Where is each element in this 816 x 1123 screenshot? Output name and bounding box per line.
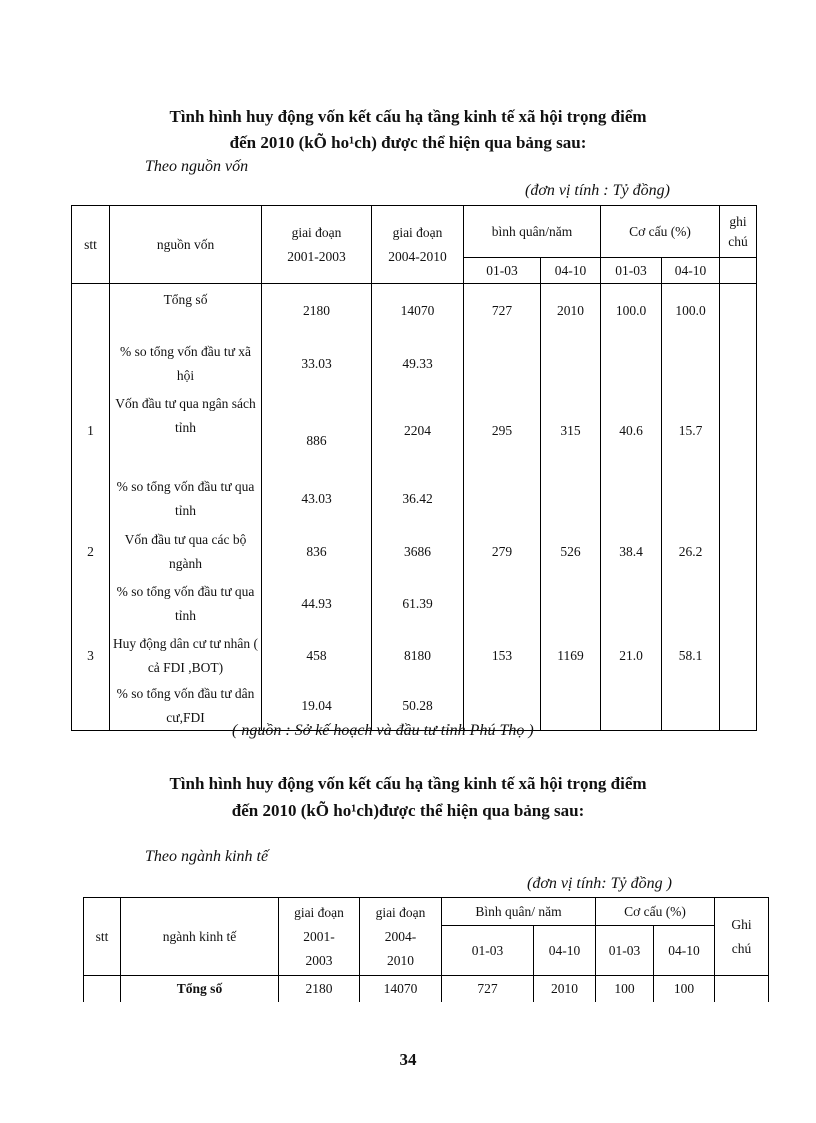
row-p1: 2180 — [262, 284, 372, 338]
row-avg2 — [541, 472, 601, 526]
row-note — [720, 390, 757, 472]
row-stt — [72, 284, 110, 338]
row-avg1: 295 — [464, 390, 541, 472]
table-row — [72, 338, 757, 390]
row-p2: 14070 — [360, 976, 442, 1002]
section1-title-line2: đến 2010 (kÕ ho¹ch) được thể hiện qua bảng sau: — [229, 133, 587, 152]
row-avg2 — [541, 578, 601, 630]
row-name: Vốn đầu tư qua các bộ ngành — [110, 526, 262, 578]
header-avg-01-03: 01-03 — [442, 926, 534, 976]
row-s2 — [662, 578, 720, 630]
header-average: bình quân/năm — [464, 206, 601, 258]
row-s1 — [601, 338, 662, 390]
row-p2: 49.33 — [372, 338, 464, 390]
row-s2: 100 — [654, 976, 715, 1002]
row-p1: 33.03 — [262, 338, 372, 390]
row-name: % so tổng vốn đầu tư qua tỉnh — [110, 472, 262, 526]
row-p1: 458 — [262, 630, 372, 682]
header-struct-04-10: 04-10 — [662, 258, 720, 284]
row-s1: 100 — [596, 976, 654, 1002]
header-note: Ghi chú — [715, 898, 769, 976]
header-struct-04-10: 04-10 — [654, 926, 715, 976]
row-note — [720, 578, 757, 630]
table-row — [84, 976, 769, 1002]
header-struct-01-03: 01-03 — [596, 926, 654, 976]
section2-subtitle: Theo ngành kinh tế — [145, 848, 269, 865]
row-stt: 2 — [72, 526, 110, 578]
header-note-blank — [720, 258, 757, 284]
row-s1 — [601, 682, 662, 731]
row-avg2: 526 — [541, 526, 601, 578]
row-s1: 40.6 — [601, 390, 662, 472]
source-table — [71, 205, 757, 731]
header-note: ghi chú — [720, 206, 757, 258]
row-name: Tổng số — [110, 284, 262, 338]
row-p2: 50.28 — [372, 682, 464, 731]
row-note — [720, 472, 757, 526]
row-stt — [72, 472, 110, 526]
row-avg1 — [464, 472, 541, 526]
row-p1: 886 — [262, 390, 372, 472]
row-p1: 44.93 — [262, 578, 372, 630]
row-stt: 1 — [72, 390, 110, 472]
header-source: nguồn vốn — [110, 206, 262, 284]
row-avg1 — [464, 338, 541, 390]
header-structure: Cơ cấu (%) — [596, 898, 715, 926]
table-row — [72, 630, 757, 682]
row-p2: 3686 — [372, 526, 464, 578]
table-row — [72, 526, 757, 578]
row-note — [720, 630, 757, 682]
source-note: ( nguồn : Sở kế hoạch và đầu tư tỉnh Phú Thọ ) — [232, 722, 534, 739]
row-avg1: 727 — [442, 976, 534, 1002]
row-note — [720, 338, 757, 390]
row-p1: 43.03 — [262, 472, 372, 526]
header-stt: stt — [72, 206, 110, 284]
row-note — [720, 526, 757, 578]
row-avg2: 315 — [541, 390, 601, 472]
row-note — [720, 284, 757, 338]
section1-title-line1: Tình hình huy động vốn kết cấu hạ tầng kinh tế xã hội trọng điểm — [169, 107, 647, 126]
header-period-1: giai đoạn 2001-2003 — [262, 206, 372, 284]
row-p2: 14070 — [372, 284, 464, 338]
row-stt: 3 — [72, 630, 110, 682]
row-p1: 2180 — [279, 976, 360, 1002]
page-number: 34 — [399, 1050, 417, 1069]
sector-table — [83, 897, 769, 1002]
row-s1: 100.0 — [601, 284, 662, 338]
row-stt — [84, 976, 121, 1002]
row-s1: 38.4 — [601, 526, 662, 578]
header-sector: ngành kinh tế — [121, 898, 279, 976]
header-avg-04-10: 04-10 — [534, 926, 596, 976]
header-period-2: giai đoạn 2004-2010 — [372, 206, 464, 284]
row-s2: 15.7 — [662, 390, 720, 472]
row-avg1 — [464, 578, 541, 630]
row-name: Huy động dân cư tư nhân ( cả FDI ,BOT) — [110, 630, 262, 682]
header-average: Bình quân/ năm — [442, 898, 596, 926]
header-period-1: giai đoạn 2001- 2003 — [279, 898, 360, 976]
header-stt: stt — [84, 898, 121, 976]
row-avg2: 2010 — [541, 284, 601, 338]
header-struct-01-03: 01-03 — [601, 258, 662, 284]
row-note — [720, 682, 757, 731]
row-s1 — [601, 578, 662, 630]
row-avg2: 1169 — [541, 630, 601, 682]
row-avg2 — [541, 338, 601, 390]
row-s1: 21.0 — [601, 630, 662, 682]
row-p2: 36.42 — [372, 472, 464, 526]
header-structure: Cơ cấu (%) — [601, 206, 720, 258]
row-s2 — [662, 338, 720, 390]
row-name: % so tổng vốn đầu tư xã hội — [110, 338, 262, 390]
row-avg1: 279 — [464, 526, 541, 578]
row-avg2 — [541, 682, 601, 731]
section2-title-line2: đến 2010 (kÕ ho¹ch)được thể hiện qua bảng sau: — [231, 801, 585, 820]
table-row — [72, 472, 757, 526]
row-s1 — [601, 472, 662, 526]
row-name: % so tổng vốn đầu tư qua tỉnh — [110, 578, 262, 630]
row-note — [715, 976, 769, 1002]
header-avg-01-03: 01-03 — [464, 258, 541, 284]
row-p2: 8180 — [372, 630, 464, 682]
row-p1: 19.04 — [262, 682, 372, 731]
row-avg1: 727 — [464, 284, 541, 338]
header-avg-04-10: 04-10 — [541, 258, 601, 284]
row-stt — [72, 338, 110, 390]
section1-subtitle: Theo nguồn vốn — [145, 158, 249, 175]
header-period-2: giai đoạn 2004- 2010 — [360, 898, 442, 976]
row-s2 — [662, 682, 720, 731]
row-s2: 26.2 — [662, 526, 720, 578]
row-avg2: 2010 — [534, 976, 596, 1002]
table-row — [72, 578, 757, 630]
row-p1: 836 — [262, 526, 372, 578]
row-s2: 58.1 — [662, 630, 720, 682]
row-p2: 61.39 — [372, 578, 464, 630]
row-s2: 100.0 — [662, 284, 720, 338]
section2-title-line1: Tình hình huy động vốn kết cấu hạ tầng kinh tế xã hội trọng điểm — [169, 774, 647, 793]
table-row — [72, 390, 757, 472]
table-row — [72, 284, 757, 338]
section2-unit: (đơn vị tính: Tỷ đồng ) — [527, 875, 672, 892]
row-p2: 2204 — [372, 390, 464, 472]
row-stt — [72, 682, 110, 731]
row-name: % so tổng vốn đầu tư dân cư,FDI — [110, 682, 262, 731]
row-name: Tổng số — [121, 976, 279, 1002]
row-stt — [72, 578, 110, 630]
row-name: Vốn đầu tư qua ngân sách tỉnh — [110, 390, 262, 472]
section1-unit: (đơn vị tính : Tỷ đồng) — [525, 182, 670, 199]
row-s2 — [662, 472, 720, 526]
row-avg1: 153 — [464, 630, 541, 682]
